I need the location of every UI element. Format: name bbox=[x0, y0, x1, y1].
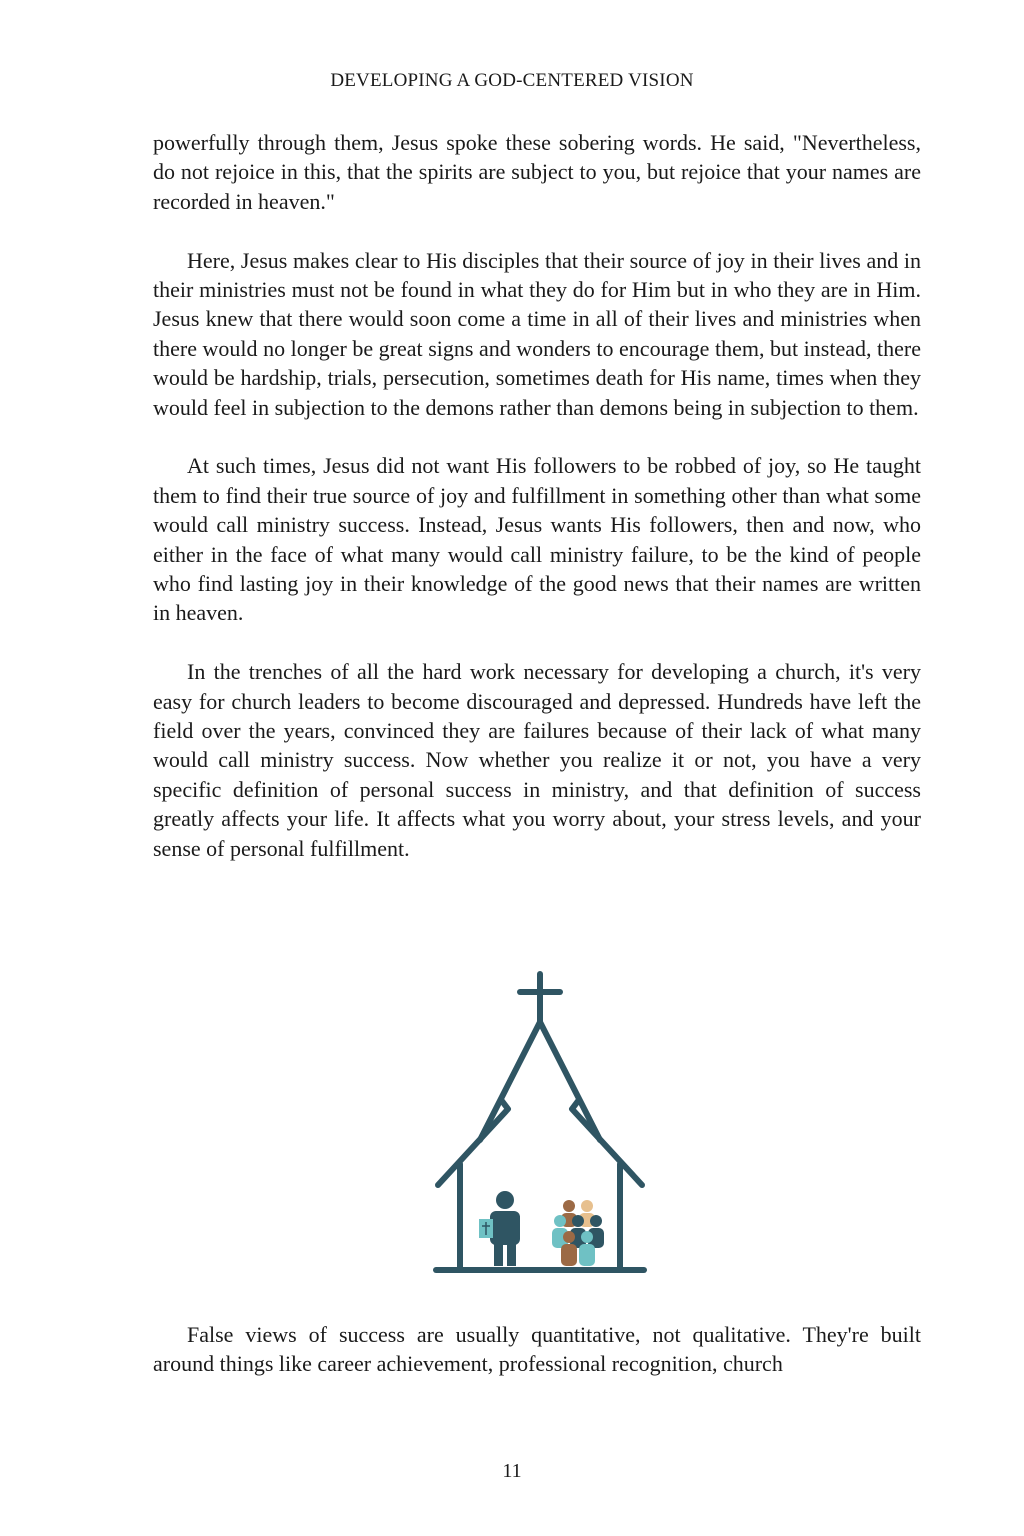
page-number: 11 bbox=[502, 1460, 522, 1482]
bottom-text bbox=[153, 1320, 921, 1379]
roof-right bbox=[572, 1101, 642, 1185]
paragraph-2: Here, Jesus makes clear to His disciples that their source of joy in their lives and in their ministries must not be found in what they do for Him but in who they are in Him. Jesus knew that there would soon come a time in all of their lives and ministries when there would no longer be great signs and wonders to encourage them, but instead, there would be hardship, trials, persecution, sometimes death for His name, times when they would feel in subjection to the demons rather than demons being in subjection to them. bbox=[153, 247, 921, 420]
paragraph-3: At such times, Jesus did not want His followers to be robbed of joy, so He taught them to find their true source of joy and fulfillment in something other than what some would call ministry success. Instead, Jesus wants His followers, then and now, who either in the face of what many would call ministry failure, to be the kind of people who find lasting joy in their knowledge of the good news that their names are written in heaven. bbox=[153, 453, 921, 626]
paragraph-1: powerfully through them, Jesus spoke these sobering words. He said, "Nevertheless, do not rejoice in this, that the spirits are subject to you, but rejoice that your names are recorded in heaven." bbox=[153, 130, 921, 214]
congregation-group bbox=[552, 1200, 604, 1266]
roof-left bbox=[438, 1101, 508, 1185]
body-text bbox=[153, 128, 921, 893]
church-with-pastor-and-congregation-icon bbox=[430, 968, 650, 1278]
church-illustration bbox=[430, 968, 650, 1278]
running-head: DEVELOPING A GOD-CENTERED VISION bbox=[330, 70, 694, 91]
paragraph-5: False views of success are usually quantitative, not qualitative. They're built around things like career achievement, professional recognition, church bbox=[153, 1322, 921, 1377]
pastor-figure bbox=[479, 1191, 520, 1266]
paragraph-4: In the trenches of all the hard work necessary for developing a church, it's very easy for church leaders to become discouraged and depressed. Hundreds have left the field over the years, convinced they are failures because of their lack of what many would call ministry success. Now whether you realize it or not, you have a very specific definition of personal success in ministry, and that definition of success greatly affects your life. It affects what you worry about, your stress levels, and your sense of personal fulfillment. bbox=[153, 659, 921, 861]
